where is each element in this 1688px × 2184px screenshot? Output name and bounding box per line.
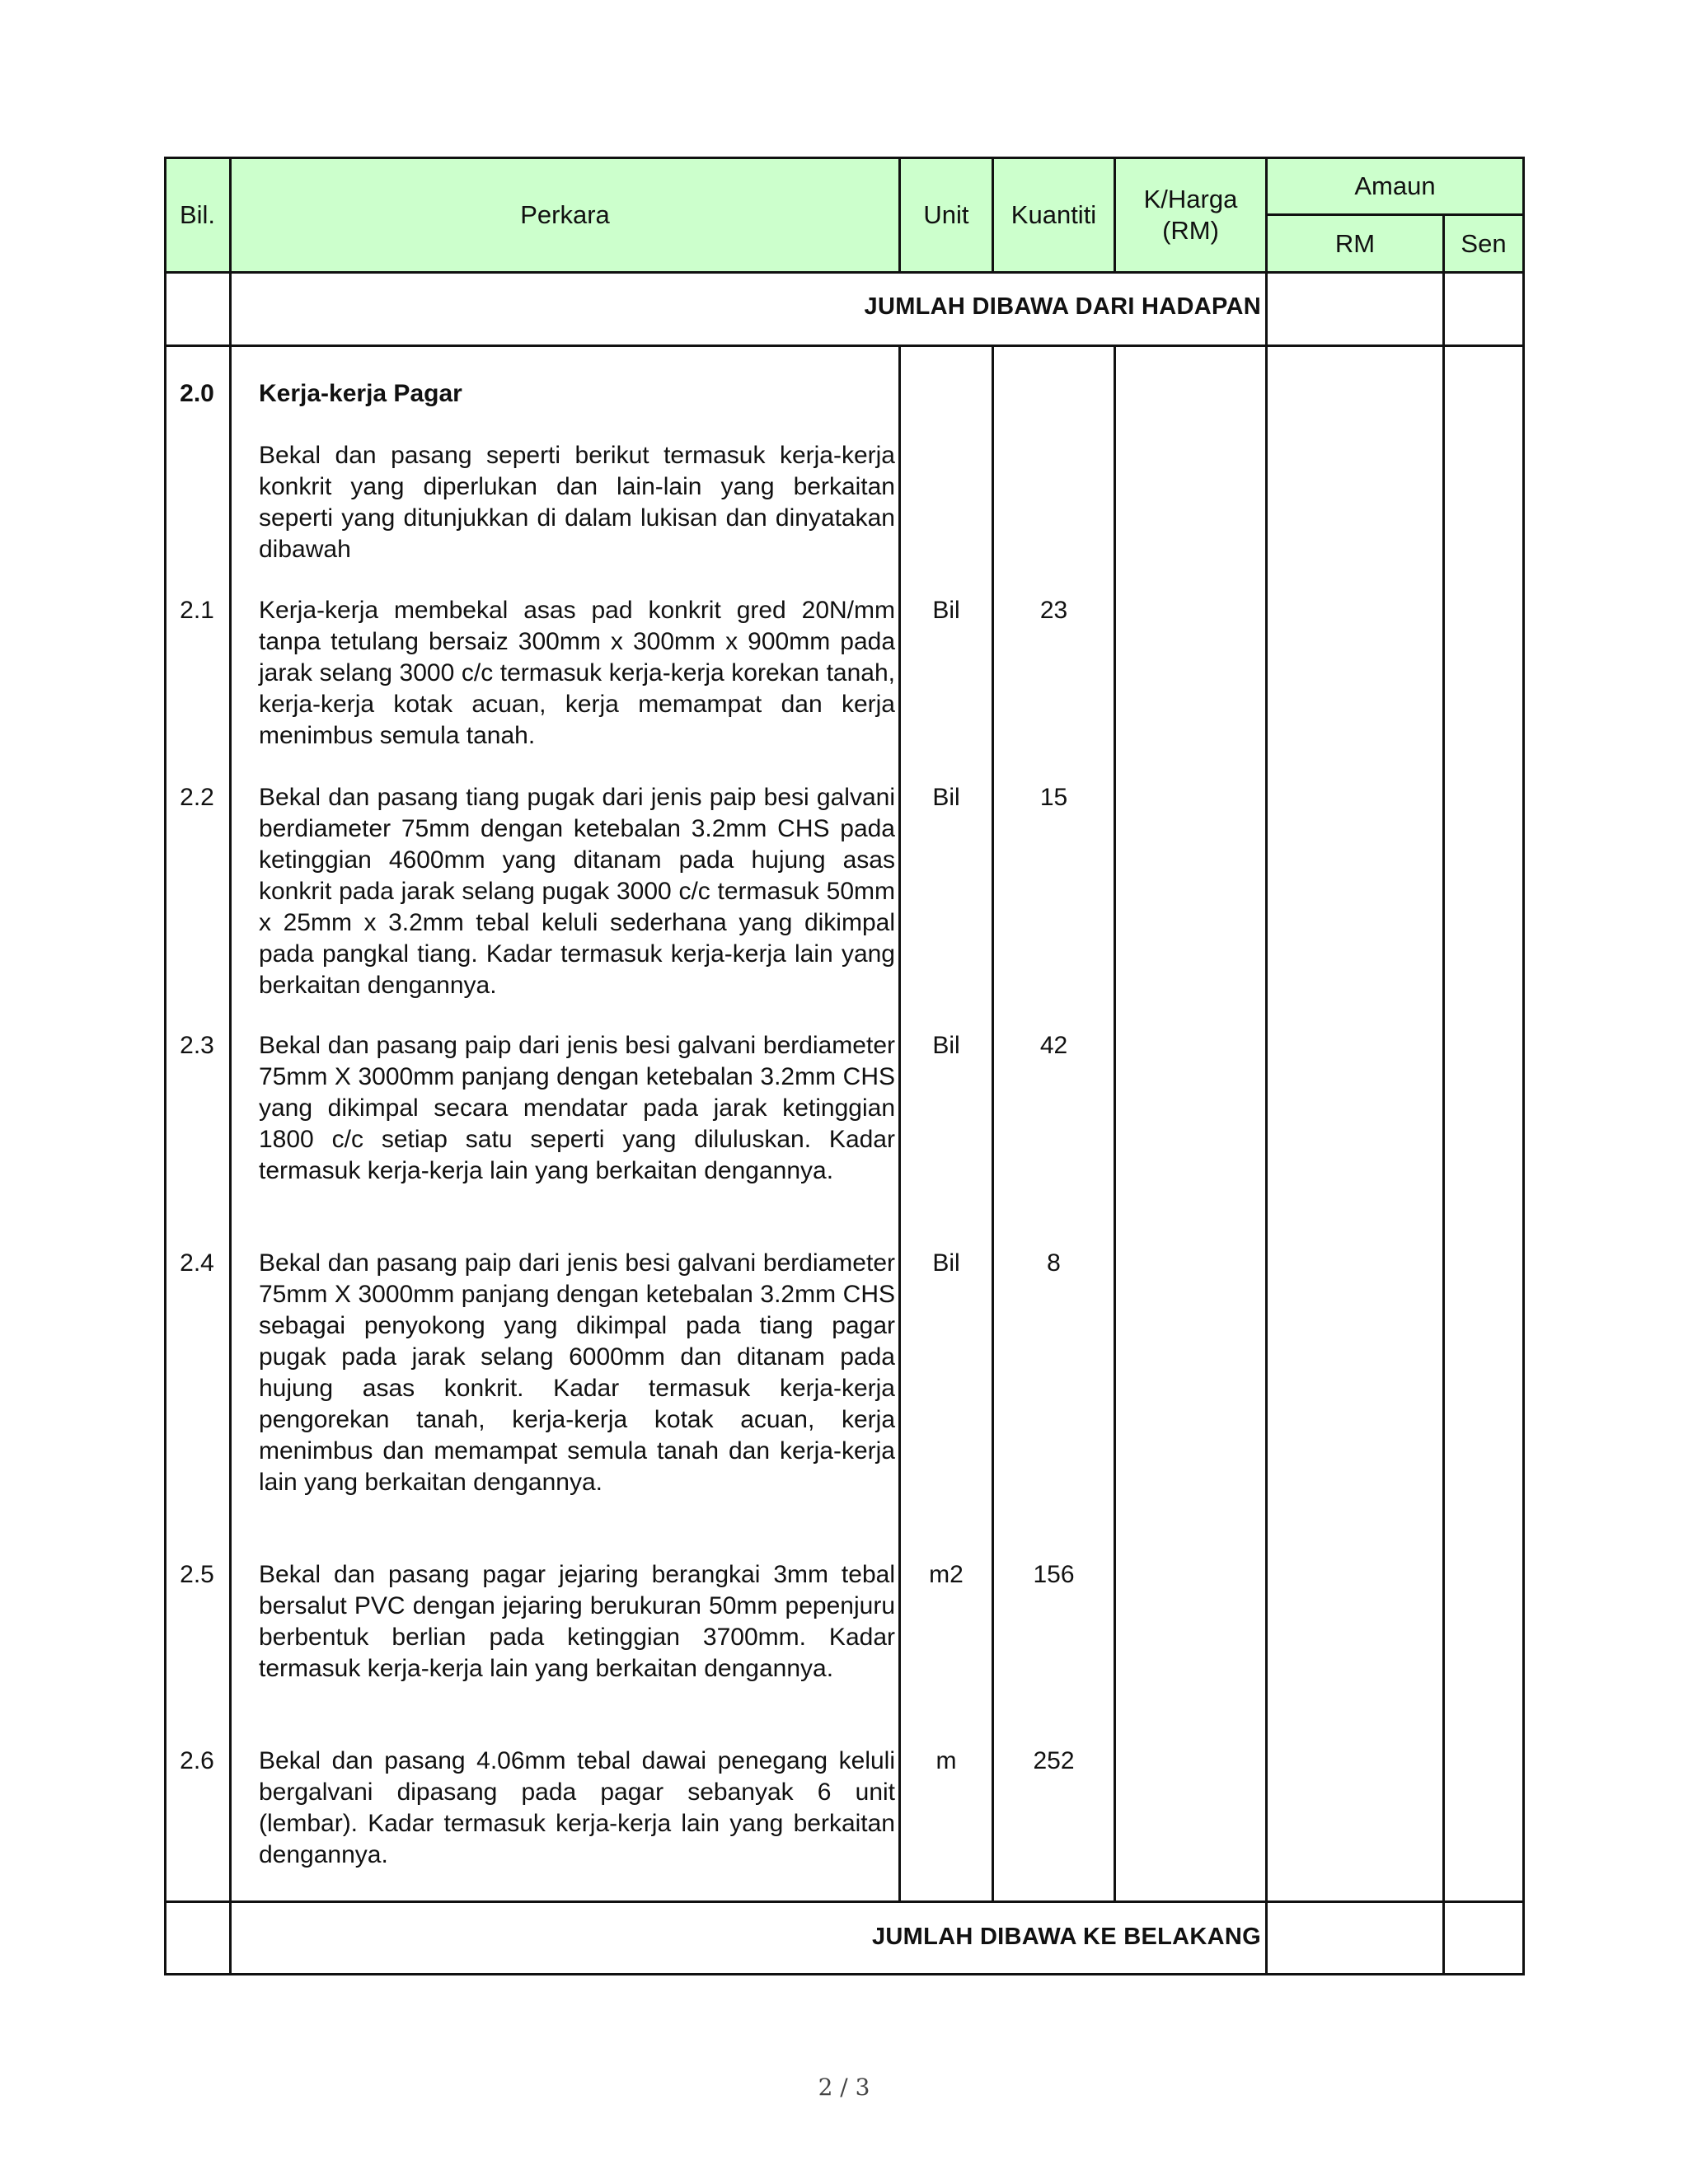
item-unit: Bil: [932, 784, 960, 811]
item-quantity: 156: [1033, 1561, 1075, 1588]
header-bil: Bil.: [179, 199, 216, 229]
col-border-kuantiti-body: [1114, 344, 1116, 1902]
col-border-rm: [1442, 213, 1445, 1975]
header-kharga: K/Harga (RM): [1143, 184, 1238, 245]
item-unit: Bil: [932, 1249, 960, 1277]
col-border-perkara-body: [898, 344, 901, 1902]
col-border-right: [1522, 157, 1525, 1975]
carried-from-bottom-border: [164, 344, 1525, 347]
item-quantity: 23: [1039, 597, 1068, 624]
carried-from-label: JUMLAH DIBAWA DARI HADAPAN: [864, 293, 1261, 320]
section-intro: Bekal dan pasang seperti berikut termasuk kerja-kerja konkrit yang diperlukan dan lain-lain yang berkaitan seperti yang ditunjukkan di dalam lukisan dan dinyatakan dibawah: [259, 442, 895, 563]
carried-to-top-border: [164, 1900, 1525, 1903]
item-description: Kerja-kerja membekal asas pad konkrit gred 20N/mm tanpa tetulang bersaiz 300mm x 300mm x 900mm pada jarak selang 3000 c/c termasuk kerja-kerja korekan tanah, kerja-kerja kotak acuan, kerja memampat dan kerja menimbus semula tanah.: [259, 597, 895, 749]
item-number: 2.3: [180, 1032, 214, 1059]
table-bottom-border: [164, 1973, 1525, 1975]
col-border-unit-body: [992, 344, 994, 1902]
item-number: 2.1: [180, 597, 214, 624]
item-description: Bekal dan pasang paip dari jenis besi galvani berdiameter 75mm X 3000mm panjang dengan ketebalan 3.2mm CHS sebagai penyokong yang dikimpal pada tiang pagar pugak pada jarak selang 6000mm dan ditanam pada hujung asas konkrit. Kadar termasuk kerja-kerja pengorekan tanah, kerja-kerja kotak acuan, kerja menimbus dan memampat semula tanah dan kerja-kerja lain yang berkaitan dengannya.: [259, 1249, 895, 1496]
item-description: Bekal dan pasang 4.06mm tebal dawai penegang keluli bergalvani dipasang pada pagar sebanyak 6 unit (lembar). Kadar termasuk kerja-kerja lain yang berkaitan dengannya.: [259, 1747, 895, 1868]
header-sen: Sen: [1461, 228, 1507, 258]
item-number: 2.4: [180, 1249, 214, 1277]
col-border-kharga: [1265, 157, 1268, 1975]
section-title: Kerja-kerja Pagar: [259, 380, 462, 407]
header-unit: Unit: [923, 199, 969, 229]
section-number: 2.0: [180, 380, 214, 407]
item-number: 2.2: [180, 784, 214, 811]
item-quantity: 252: [1033, 1747, 1075, 1774]
item-quantity: 42: [1039, 1032, 1068, 1059]
item-number: 2.6: [180, 1747, 214, 1774]
item-unit: m2: [929, 1561, 964, 1588]
item-description: Bekal dan pasang pagar jejaring berangkai 3mm tebal bersalut PVC dengan jejaring berukuran 50mm pepenjuru berbentuk berlian pada ketinggian 3700mm. Kadar termasuk kerja-kerja lain yang berkaitan dengannya.: [259, 1561, 895, 1682]
header-rm: RM: [1334, 228, 1376, 258]
header-perkara: Perkara: [520, 199, 610, 229]
item-number: 2.5: [180, 1561, 214, 1588]
carried-to-label: JUMLAH DIBAWA KE BELAKANG: [871, 1924, 1261, 1950]
item-description: Bekal dan pasang tiang pugak dari jenis paip besi galvani berdiameter 75mm dengan ketebalan 3.2mm CHS pada ketinggian 4600mm yang ditanam pada hujung asas konkrit pada jarak selang pugak 3000 c/c termasuk 50mm x 25mm x 3.2mm tebal keluli sederhana yang dikimpal pada pangkal tiang. Kadar termasuk kerja-kerja lain yang berkaitan dengannya.: [259, 784, 895, 999]
item-unit: Bil: [932, 1032, 960, 1059]
item-unit: m: [935, 1747, 957, 1774]
col-border-left: [164, 157, 166, 1975]
header-kuantiti: Kuantiti: [1010, 199, 1097, 229]
header-amaun: Amaun: [1354, 171, 1436, 200]
item-quantity: 8: [1047, 1249, 1061, 1277]
header-bottom-border: [164, 271, 1525, 274]
item-quantity: 15: [1039, 784, 1068, 811]
page-number: 2 / 3: [818, 2074, 870, 2101]
item-description: Bekal dan pasang paip dari jenis besi galvani berdiameter 75mm X 3000mm panjang dengan ketebalan 3.2mm CHS yang dikimpal secara mendatar pada jarak ketinggian 1800 c/c setiap satu seperti yang diluluskan. Kadar termasuk kerja-kerja lain yang berkaitan dengannya.: [259, 1032, 895, 1184]
col-border-bil: [229, 157, 232, 1975]
item-unit: Bil: [932, 597, 960, 624]
